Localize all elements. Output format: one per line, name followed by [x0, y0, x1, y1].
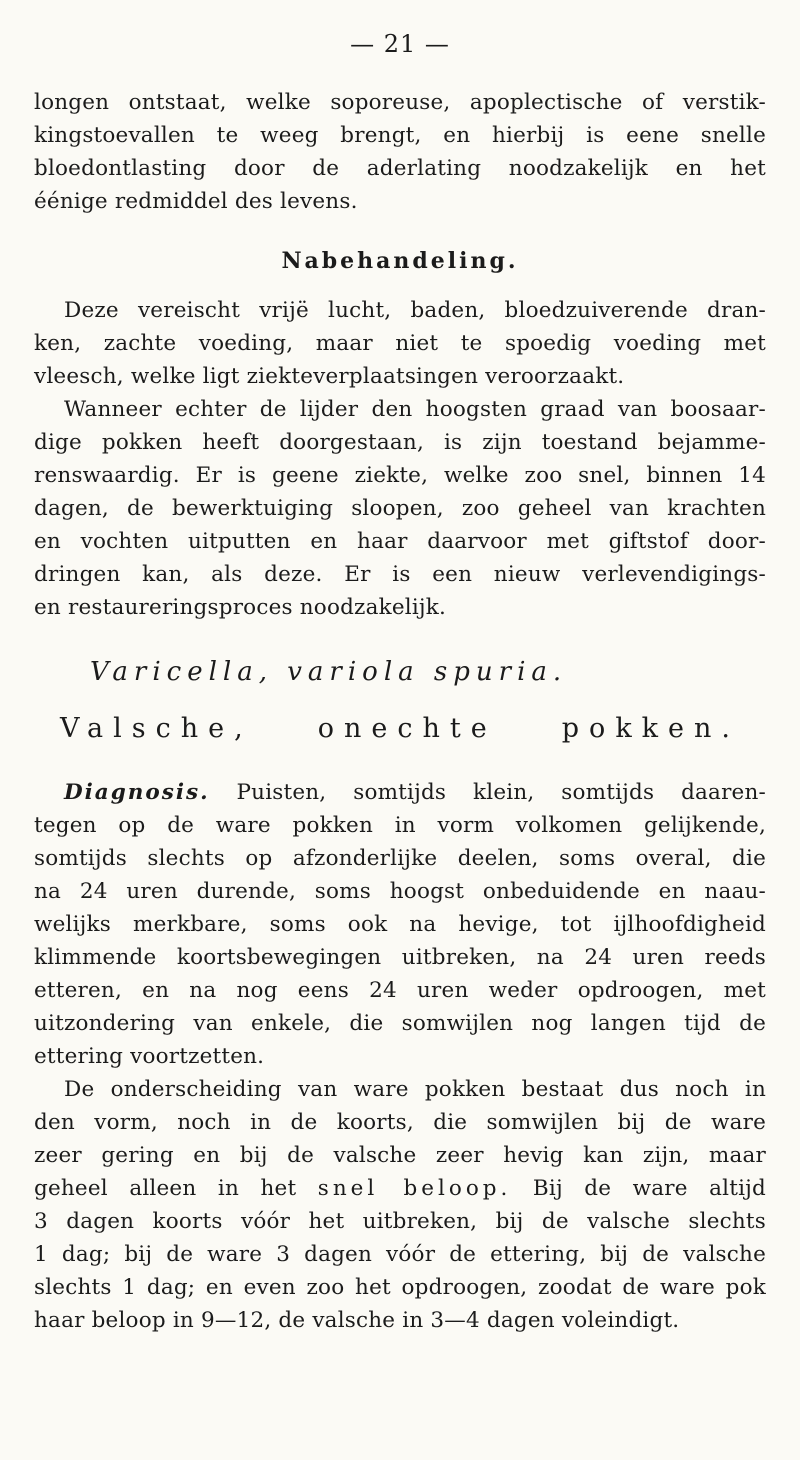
text-line: dagen, de bewerktuiging sloopen, zoo geheel van krachten — [34, 496, 766, 521]
text-fragment: Bij de ware altijd — [511, 1176, 766, 1201]
text-line: ken, zachte voeding, maar niet te spoedig voeding met — [34, 331, 766, 356]
emphasized-phrase: snel beloop. — [317, 1176, 512, 1201]
text-line: Deze vereischt vrijë lucht, baden, bloedzuiverende dran- — [64, 298, 766, 323]
section-heading-nabehandeling: Nabehandeling. — [281, 248, 519, 274]
text-line: na 24 uren durende, soms hoogst onbeduidende en naau- — [34, 879, 766, 904]
text-line: zeer gering en bij de valsche zeer hevig kan zijn, maar — [34, 1143, 766, 1168]
text-line: en vochten uitputten en haar daarvoor met giftstof door- — [34, 529, 766, 554]
title-latin: Varicella, variola spuria. — [90, 657, 568, 687]
text-fragment: Puisten, somtijds klein, somtijds daaren- — [209, 780, 766, 805]
text-line: welijks merkbare, soms ook na hevige, tot ijlhoofdigheid — [34, 912, 766, 937]
text-line: tegen op de ware pokken in vorm volkomen gelijkende, — [34, 813, 766, 838]
page-number: — 21 — — [350, 30, 450, 58]
text-line: 3 dagen koorts vóór het uitbreken, bij de valsche slechts — [34, 1209, 766, 1234]
text-line: ettering voortzetten. — [34, 1044, 265, 1069]
text-line: Wanneer echter de lijder den hoogsten graad van boosaar- — [64, 397, 766, 422]
text-line: haar beloop in 9—12, de valsche in 3—4 dagen voleindigt. — [34, 1308, 680, 1333]
text-line: slechts 1 dag; en even zoo het opdroogen, zoodat de ware pok — [34, 1275, 766, 1300]
text-line: 1 dag; bij de ware 3 dagen vóór de ettering, bij de valsche — [34, 1242, 766, 1267]
text-line: dringen kan, als deze. Er is een nieuw verlevendigings- — [34, 562, 766, 587]
text-line: renswaardig. Er is geene ziekte, welke zoo snel, binnen 14 — [34, 463, 766, 488]
text-line: vleesch, welke ligt ziekteverplaatsingen veroorzaakt. — [34, 364, 625, 389]
title-dutch: Valsche, onechte pokken. — [60, 713, 740, 744]
text-line: De onderscheiding van ware pokken bestaat dus noch in — [64, 1077, 766, 1102]
text-line: somtijds slechts op afzonderlijke deelen, soms overal, die — [34, 846, 766, 871]
text-line: etteren, en na nog eens 24 uren weder opdroogen, met — [34, 978, 766, 1003]
text-line: éénige redmiddel des levens. — [34, 189, 358, 214]
text-line: longen ontstaat, welke soporeuse, apoplectische of verstik- — [34, 90, 766, 115]
text-line: uitzondering van enkele, die somwijlen nog langen tijd de — [34, 1011, 766, 1036]
text-line — [64, 782, 766, 804]
text-line: kingstoevallen te weeg brengt, en hierbij is eene snelle — [34, 123, 766, 148]
text-line: den vorm, noch in de koorts, die somwijlen bij de ware — [34, 1110, 766, 1135]
text-line: en restaureringsproces noodzakelijk. — [34, 595, 447, 620]
text-line: klimmende koortsbewegingen uitbreken, na 24 uren reeds — [34, 945, 766, 970]
text-fragment: geheel alleen in het — [34, 1176, 318, 1201]
text-line: bloedontlasting door de aderlating noodzakelijk en het — [34, 156, 766, 181]
text-line: dige pokken heeft doorgestaan, is zijn toestand bejamme- — [34, 430, 766, 455]
text-line — [34, 1178, 766, 1200]
diagnosis-term: Diagnosis. — [64, 780, 210, 805]
